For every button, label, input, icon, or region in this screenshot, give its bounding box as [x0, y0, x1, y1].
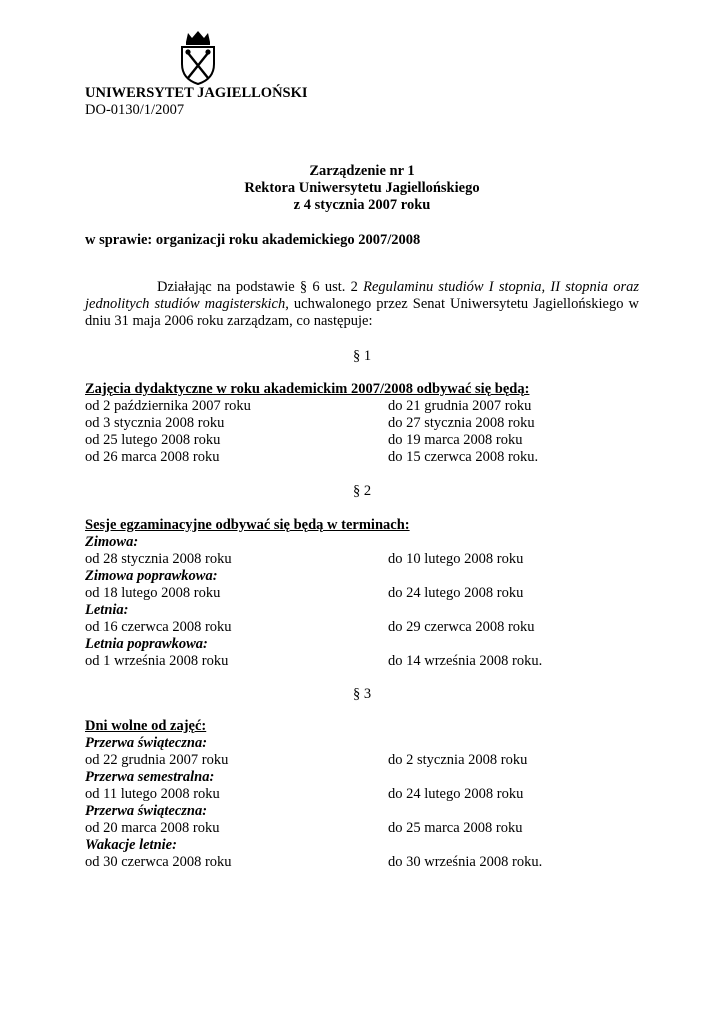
period-label: Przerwa świąteczna:	[85, 803, 208, 819]
date-to: do 27 stycznia 2008 roku	[388, 415, 535, 431]
university-crest-icon	[178, 30, 218, 86]
date-to: do 15 czerwca 2008 roku.	[388, 449, 539, 465]
date-range-row	[85, 854, 645, 871]
date-from: od 1 września 2008 roku	[85, 653, 229, 669]
date-range-row	[85, 786, 645, 803]
section-2-heading: Sesje egzaminacyjne odbywać się będą w terminach:	[85, 517, 410, 533]
date-from: od 2 października 2007 roku	[85, 398, 251, 414]
section-3-mark: § 3	[352, 686, 372, 702]
date-to: do 29 czerwca 2008 roku	[388, 619, 535, 635]
date-from: od 28 stycznia 2008 roku	[85, 551, 232, 567]
date-from: od 18 lutego 2008 roku	[85, 585, 221, 601]
section-3-heading: Dni wolne od zajęć:	[85, 718, 207, 734]
intro-text-1: Działając na podstawie § 6 ust. 2	[157, 279, 364, 295]
date-from: od 16 czerwca 2008 roku	[85, 619, 232, 635]
period-label: Wakacje letnie:	[85, 837, 177, 853]
date-to: do 2 stycznia 2008 roku	[388, 752, 528, 768]
period-label: Zimowa poprawkowa:	[85, 568, 218, 584]
title-line-3: z 4 stycznia 2007 roku	[293, 197, 431, 213]
document-number: DO-0130/1/2007	[85, 102, 185, 118]
date-from: od 11 lutego 2008 roku	[85, 786, 220, 802]
intro-paragraph	[85, 279, 639, 330]
date-range-row	[85, 820, 645, 837]
date-to: do 30 września 2008 roku.	[388, 854, 543, 870]
date-range-row	[85, 415, 645, 432]
date-range-row	[85, 653, 645, 670]
date-range-row	[85, 432, 645, 449]
date-to: do 14 września 2008 roku.	[388, 653, 543, 669]
intro-regulation-title: Regulaminu studiów I stopnia, II stopnia oraz jednolitych studiów magisterskich	[85, 279, 639, 312]
date-to: do 10 lutego 2008 roku	[388, 551, 524, 567]
date-range-row	[85, 619, 645, 636]
date-from: od 3 stycznia 2008 roku	[85, 415, 225, 431]
date-to: do 24 lutego 2008 roku	[388, 585, 524, 601]
date-from: od 30 czerwca 2008 roku	[85, 854, 232, 870]
section-1	[85, 381, 645, 466]
period-label: Przerwa świąteczna:	[85, 735, 208, 751]
period-label: Zimowa:	[85, 534, 139, 550]
date-range-row	[85, 551, 645, 568]
date-to: do 25 marca 2008 roku	[388, 820, 523, 836]
section-2-mark: § 2	[352, 483, 372, 499]
date-from: od 22 grudnia 2007 roku	[85, 752, 229, 768]
date-range-row	[85, 449, 645, 466]
subject-line: w sprawie: organizacji roku akademickiego 2007/2008	[85, 232, 421, 248]
section-1-heading: Zajęcia dydaktyczne w roku akademickim 2007/2008 odbywać się będą:	[85, 381, 530, 397]
period-label: Letnia:	[85, 602, 129, 618]
date-from: od 26 marca 2008 roku	[85, 449, 220, 465]
title-line-2: Rektora Uniwersytetu Jagiellońskiego	[244, 180, 480, 196]
title-line-1: Zarządzenie nr 1	[309, 163, 415, 179]
section-1-mark: § 1	[352, 348, 372, 364]
date-to: do 24 lutego 2008 roku	[388, 786, 524, 802]
date-from: od 25 lutego 2008 roku	[85, 432, 221, 448]
section-3	[85, 718, 645, 871]
date-from: od 20 marca 2008 roku	[85, 820, 220, 836]
date-range-row	[85, 752, 645, 769]
date-range-row	[85, 398, 645, 415]
intro-text-2: , uchwalonego przez Senat Uniwersytetu Jagiellońskiego w dniu 31 maja 2006 roku zarządzam, co następuje:	[85, 296, 639, 329]
section-2	[85, 517, 645, 670]
date-to: do 21 grudnia 2007 roku	[388, 398, 532, 414]
date-to: do 19 marca 2008 roku	[388, 432, 523, 448]
period-label: Przerwa semestralna:	[85, 769, 215, 785]
institution-name: UNIWERSYTET JAGIELLOŃSKI	[85, 85, 308, 101]
date-range-row	[85, 585, 645, 602]
period-label: Letnia poprawkowa:	[85, 636, 208, 652]
